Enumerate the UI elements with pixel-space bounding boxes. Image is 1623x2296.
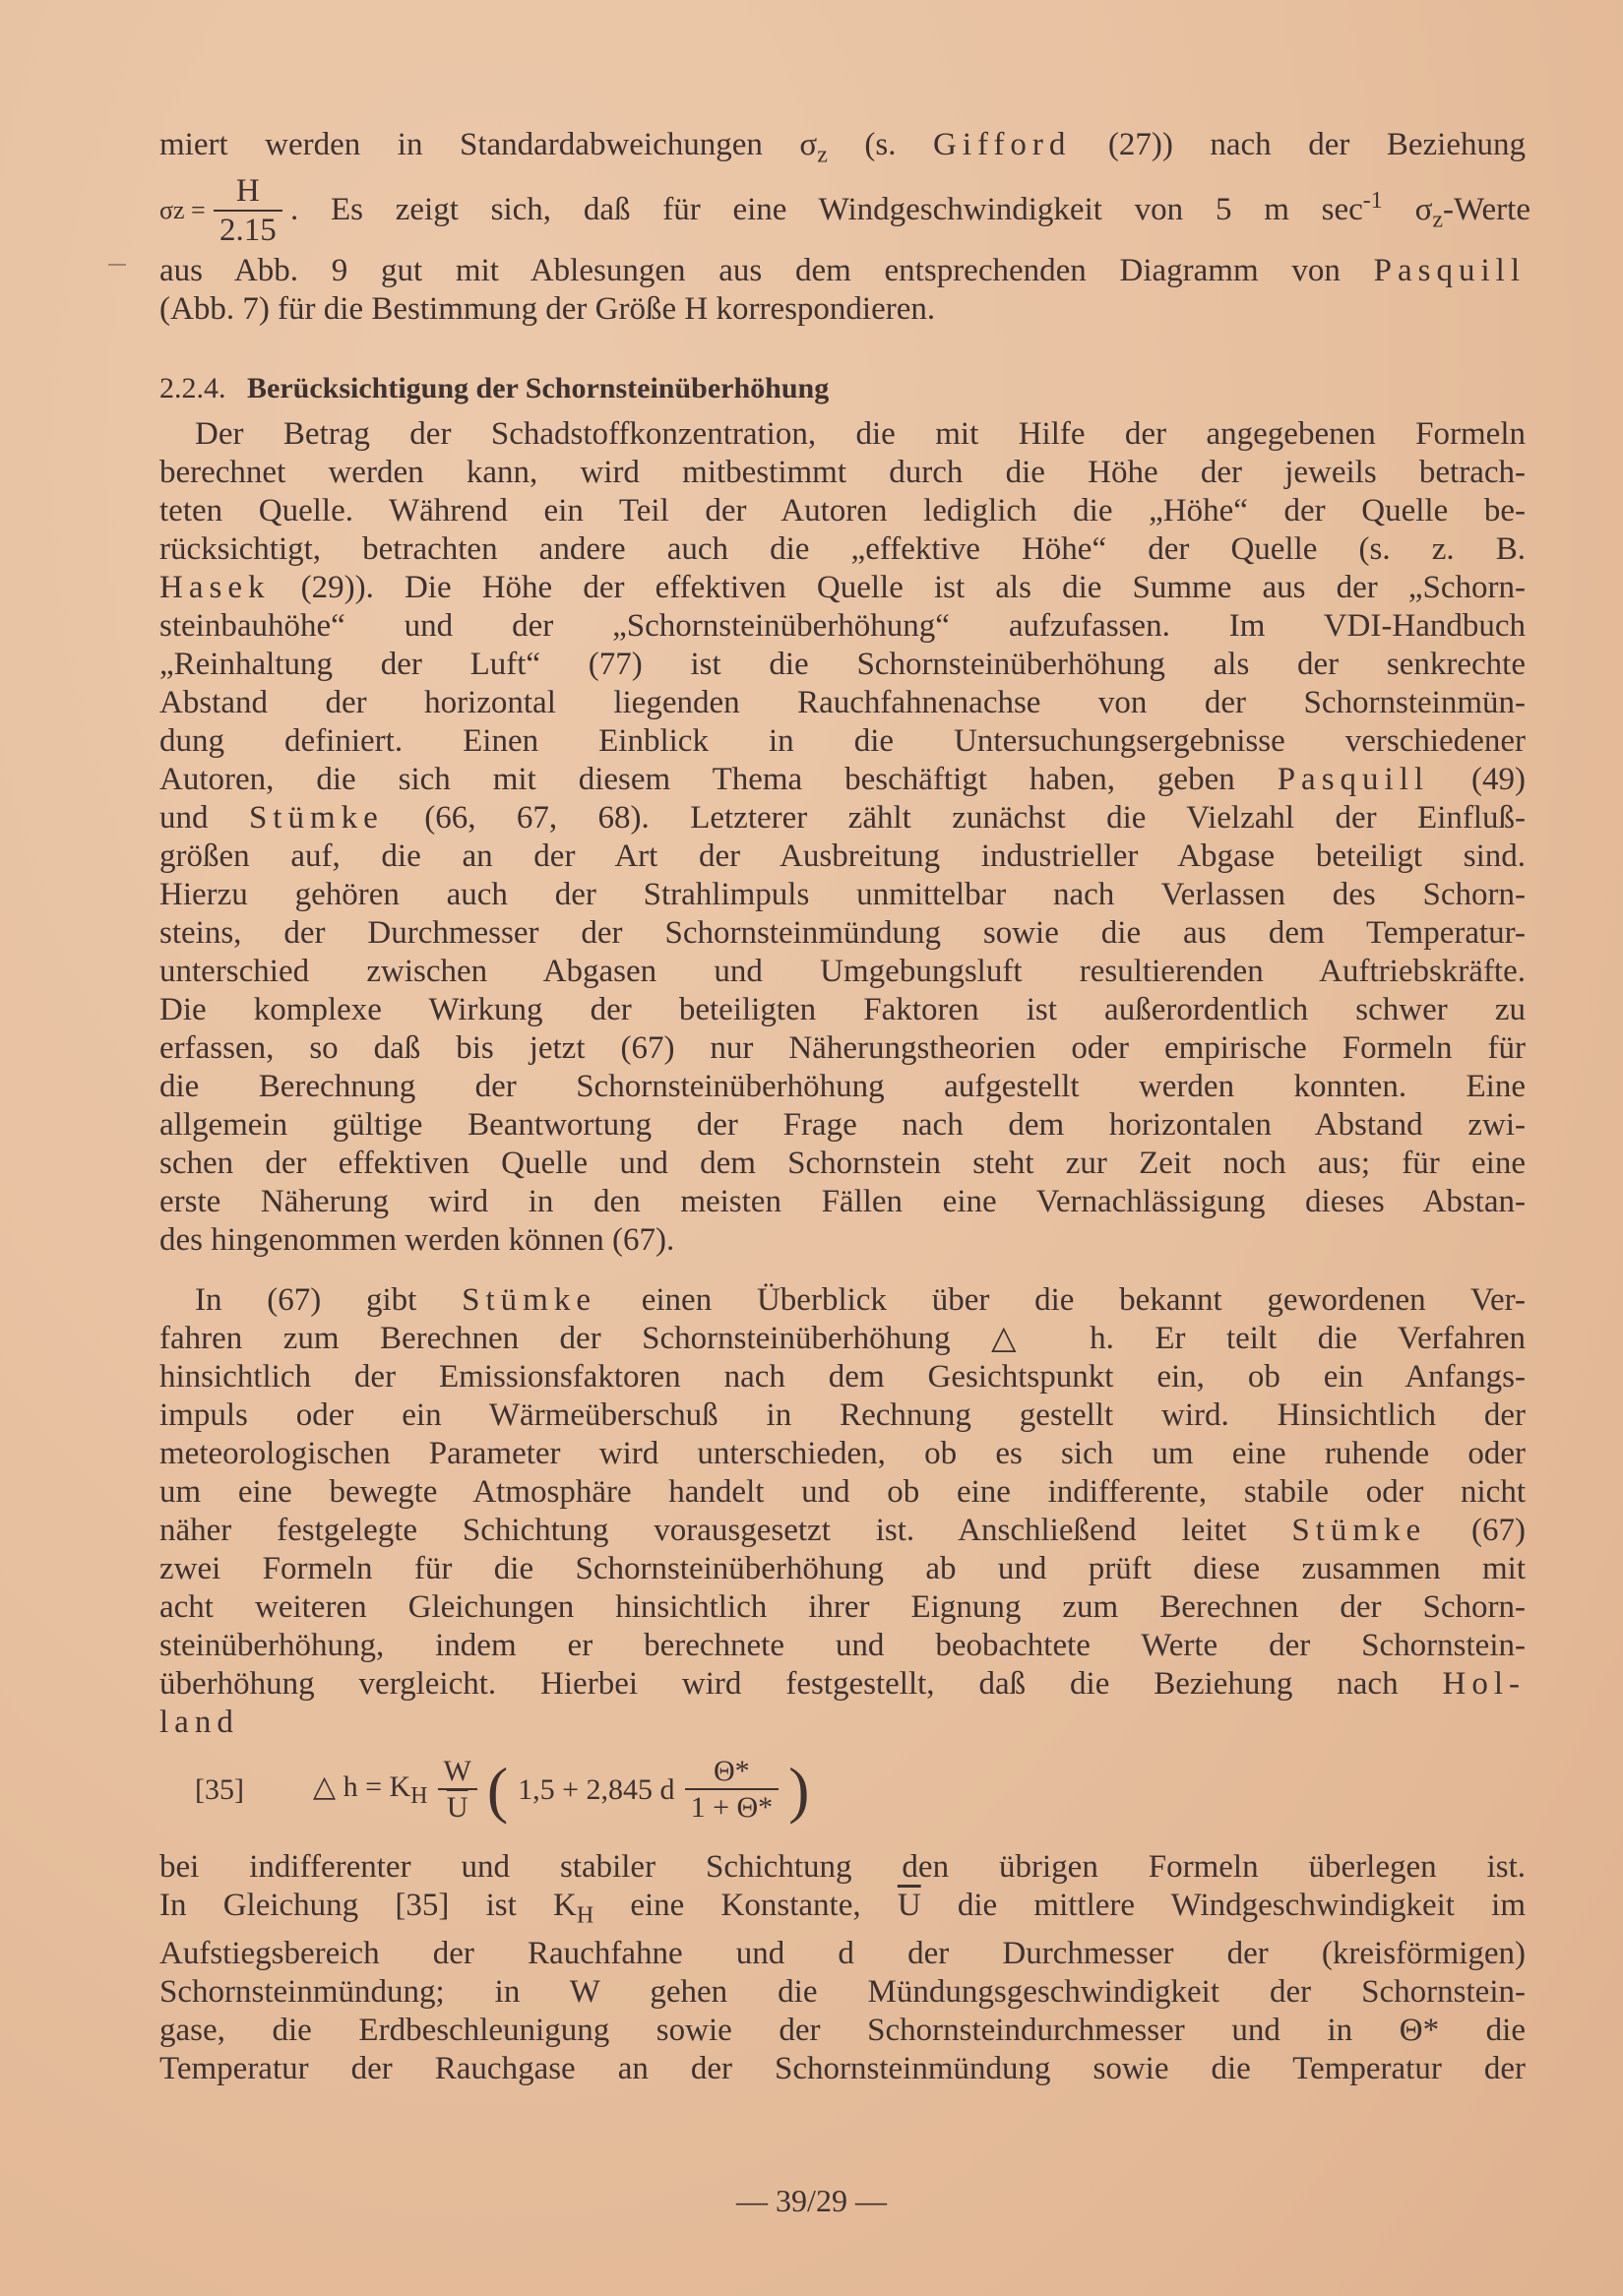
text-line: steinbauhöhe“ und der „Schornsteinüberhöhung“ aufzufassen. Im VDI-Handbuch	[159, 607, 1526, 644]
text-line: meteorologischen Parameter wird unterschieden, ob es sich um eine ruhende oder	[159, 1435, 1526, 1471]
section-title: Berücksichtigung der Schornsteinüberhöhung	[247, 371, 830, 404]
text-line: und Stümke (66, 67, 68). Letzterer zählt zunächst die Vielzahl der Einfluß-	[159, 799, 1527, 836]
text-line: In Gleichung [35] ist $K_H$ eine Konstante, $\overline{U}$ die mittlere Windgeschwindigkeit im	[159, 1887, 1526, 1929]
author-name: Gifford	[933, 127, 1072, 162]
text-line: acht weiteren Gleichungen hinsichtlich ihrer Eignung zum Berechnen der Schorn-	[159, 1588, 1526, 1625]
text-line: überhöhung vergleicht. Hierbei wird festgestellt, daß die Beziehung nach Hol-	[159, 1665, 1526, 1702]
text-line: dung definiert. Einen Einblick in die Untersuchungsergebnisse verschiedener	[159, 722, 1526, 759]
author-name: Stümke	[248, 799, 384, 836]
margin-mark	[108, 264, 126, 266]
text-line: berechnet werden kann, wird mitbestimmt durch die Höhe der jeweils betrach-	[159, 454, 1526, 490]
text-line: steinüberhöhung, indem er berechnete und beobachtete Werte der Schornstein-	[159, 1627, 1526, 1663]
author-name: Pasquill	[1277, 761, 1430, 797]
text-line: Hierzu gehören auch der Strahlimpuls unmittelbar nach Verlassen des Schorn-	[159, 876, 1526, 912]
document-page	[159, 126, 1530, 2088]
equation-35	[159, 1746, 1526, 1834]
paragraph-2	[159, 1281, 1526, 1742]
text-line: Abstand der horizontal liegenden Rauchfahnenachse von der Schornsteinmün-	[159, 684, 1526, 720]
text-line: Aufstiegsbereich der Rauchfahne und d der Durchmesser der (kreisförmigen)	[159, 1936, 1526, 1972]
text-line: die Berechnung der Schornsteinüberhöhung aufgestellt werden konnten. Eine	[159, 1068, 1526, 1104]
text-line	[159, 1704, 1526, 1742]
text-line: zwei Formeln für die Schornsteinüberhöhung ab und prüft diese zusammen mit	[159, 1550, 1526, 1586]
fraction: $\frac{\Theta*}{1 + \Theta*}$	[685, 1757, 780, 1823]
text-line: größen auf, die an der Art der Ausbreitung industrieller Abgase beteiligt sind.	[159, 838, 1526, 874]
text-line: näher festgelegte Schichtung vorausgesetzt ist. Anschließend leitet Stümke (67)	[159, 1512, 1526, 1548]
text-line: aus Abb. 9 gut mit Ablesungen aus dem entsprechenden Diagramm von Pasquill	[159, 252, 1526, 288]
text-line: rücksichtigt, betrachten andere auch die „effektive Höhe“ der Quelle (s. z. B.	[159, 530, 1526, 567]
author-name: land	[159, 1704, 239, 1740]
text-line: Autoren, die sich mit diesem Thema beschäftigt haben, geben Pasquill (49)	[159, 761, 1526, 797]
intro-paragraph	[159, 126, 1530, 329]
text-line: unterschied zwischen Abgasen und Umgebungsluft resultierenden Auftriebskräfte.	[159, 953, 1526, 989]
author-name: Stümke	[462, 1281, 596, 1318]
page-number: — 39/29 —	[736, 2183, 887, 2218]
text-line: bei indifferenter und stabiler Schichtung den übrigen Formeln überlegen ist.	[159, 1848, 1526, 1885]
left-paren: (	[486, 1754, 509, 1825]
text-line: Temperatur der Rauchgase an der Schornsteinmündung sowie die Temperatur der	[159, 2051, 1526, 2087]
text-line: des hingenommen werden können (67).	[159, 1221, 675, 1258]
text-line: teten Quelle. Während ein Teil der Autoren lediglich die „Höhe“ der Quelle be-	[159, 492, 1526, 528]
text-line: schen der effektiven Quelle und dem Schornstein steht zur Zeit noch aus; für eine	[159, 1145, 1526, 1181]
author-name: Hol-	[1442, 1665, 1526, 1702]
paragraph-1	[159, 415, 1526, 1260]
author-name: Stümke	[1291, 1512, 1427, 1548]
section-number: 2.2.4.	[159, 371, 226, 404]
text-line: fahren zum Berechnen der Schornsteinüberhöhung △ h. Er teilt die Verfahren	[159, 1320, 1526, 1356]
text-line: impuls oder ein Wärmeüberschuß in Rechnung gestellt wird. Hinsichtlich der	[159, 1396, 1526, 1433]
text-line: (Abb. 7) für die Bestimmung der Größe H korrespondieren.	[159, 290, 936, 327]
fraction: $\frac{W}{U}$	[438, 1757, 477, 1823]
text-line: Die komplexe Wirkung der beteiligten Faktoren ist außerordentlich schwer zu	[159, 991, 1526, 1027]
section-heading	[159, 370, 1526, 407]
right-paren: )	[788, 1754, 810, 1825]
paragraph-3	[159, 1848, 1526, 2089]
text-line: allgemein gültige Beantwortung der Frage nach dem horizontalen Abstand zwi-	[159, 1106, 1526, 1143]
text-line: um eine bewegte Atmosphäre handelt und ob eine indifferente, stabile oder nicht	[159, 1473, 1526, 1510]
text-line: hinsichtlich der Emissionsfaktoren nach dem Gesichtspunkt ein, ob ein Anfangs-	[159, 1358, 1526, 1395]
text-line: „Reinhaltung der Luft“ (77) ist die Schornsteinüberhöhung als der senkrechte	[159, 646, 1526, 682]
text-line: gase, die Erdbeschleunigung sowie der Schornsteindurchmesser und in Θ* die	[159, 2013, 1526, 2049]
text-line: Hasek (29)). Die Höhe der effektiven Quelle ist als die Summe aus der „Schorn-	[159, 569, 1526, 605]
text-line: erfassen, so daß bis jetzt (67) nur Näherungstheorien oder empirische Formeln für	[159, 1029, 1526, 1066]
text-line: miert werden in Standardabweichungen $\sigma_z$ (s. Gifford (27)) nach der Beziehung	[159, 127, 1526, 168]
author-name: Hasek	[159, 569, 271, 605]
equation-number: [35]	[195, 1772, 244, 1806]
equation-body: △ $h = K_H$ $\frac{W}{U}$ ( 1,5 + 2,845 d $\frac{\Theta*}{1 + \Theta*}$ )	[313, 1754, 810, 1825]
author-name: Pasquill	[1373, 252, 1526, 288]
text-line: Der Betrag der Schadstoffkonzentration, die mit Hilfe der angegebenen Formeln	[195, 415, 1526, 452]
sigma-formula: σz = $\frac{H}{2.15}$ . Es zeigt sich, daß für eine Windgeschwindigkeit von 5 m $\sec^{-1}$ $\sigma_z$-Werte	[159, 172, 1530, 248]
text-line: steins, der Durchmesser der Schornsteinmündung sowie die aus dem Temperatur-	[159, 914, 1526, 951]
fraction: $\frac{H}{2.15}$	[214, 175, 282, 247]
text-line: Schornsteinmündung; in W gehen die Mündungsgeschwindigkeit der Schornstein-	[159, 1974, 1526, 2011]
text-line: In (67) gibt Stümke einen Überblick über die bekannt gewordenen Ver-	[195, 1281, 1526, 1318]
text-line: erste Näherung wird in den meisten Fällen eine Vernachlässigung dieses Abstan-	[159, 1183, 1526, 1219]
